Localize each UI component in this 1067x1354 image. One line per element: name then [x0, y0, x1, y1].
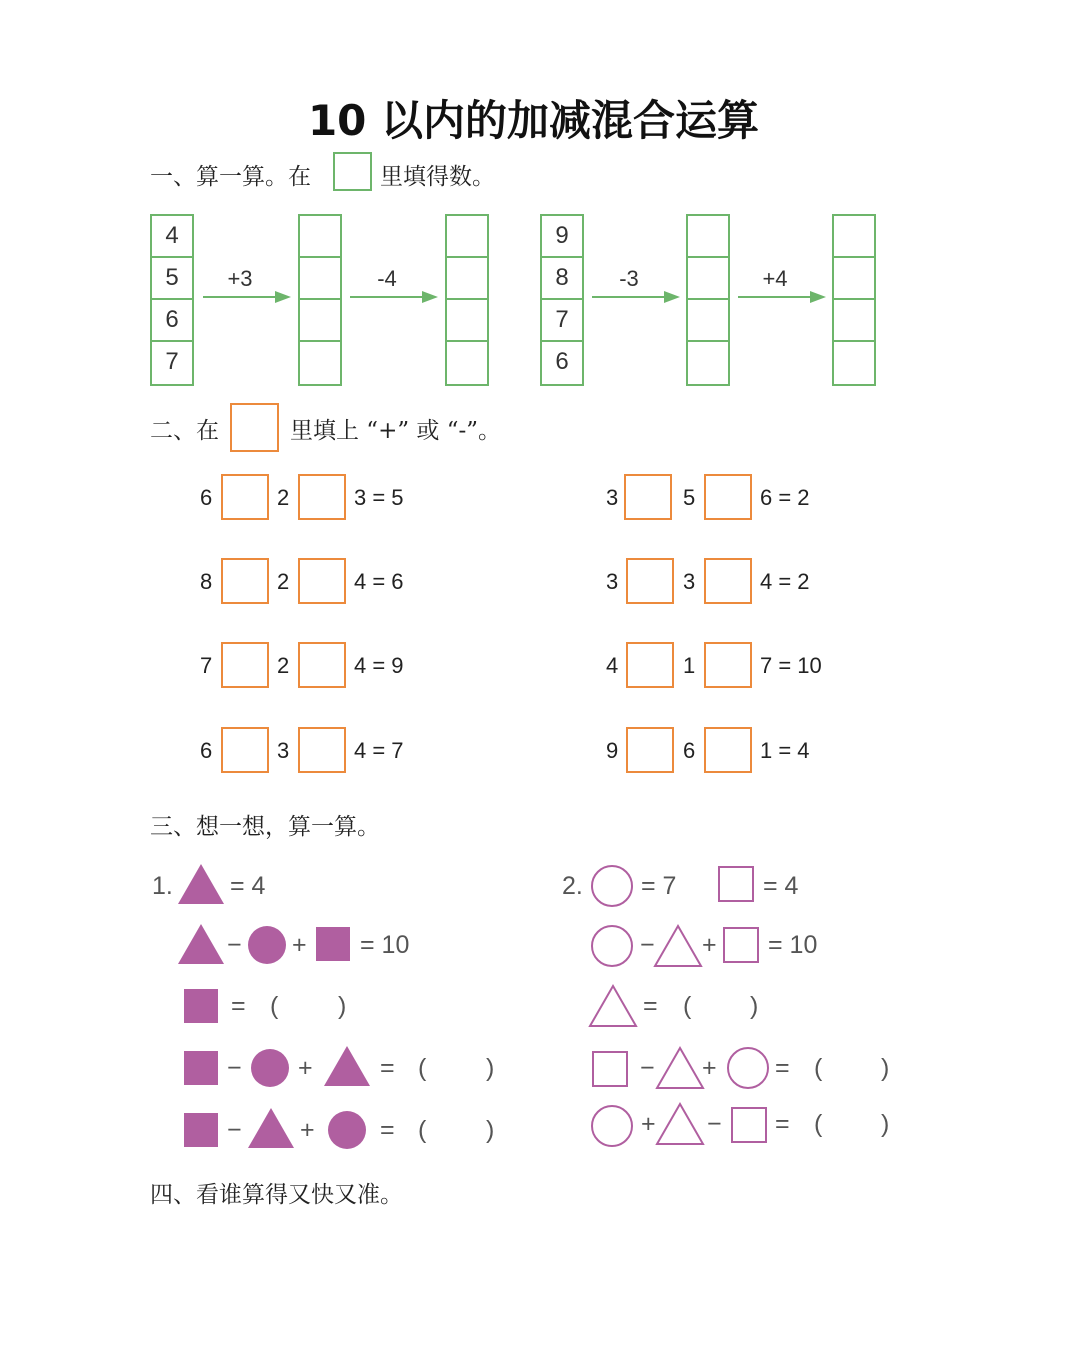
arrow-icon	[203, 289, 291, 305]
answer-cell[interactable]	[688, 300, 728, 342]
answer-blank[interactable]	[434, 1114, 484, 1148]
triangle-icon	[248, 1108, 294, 1148]
operation-label: -3	[619, 266, 639, 291]
answer-close-paren: )	[881, 1054, 890, 1082]
operand: 4	[606, 653, 619, 678]
plus-sign: +	[292, 931, 307, 959]
plus-sign: +	[300, 1116, 315, 1144]
answer-cell[interactable]	[300, 342, 340, 384]
operation-label: +4	[762, 266, 788, 291]
operand: 5	[683, 485, 696, 510]
equation-result: 3 = 5	[354, 485, 404, 510]
answer-cell[interactable]	[300, 300, 340, 342]
answer-open-paren: (	[418, 1054, 427, 1082]
operator-input-box[interactable]	[221, 727, 269, 773]
start-column-left	[150, 214, 194, 386]
answer-cell[interactable]	[300, 216, 340, 258]
answer-cell[interactable]	[447, 342, 487, 384]
answer-cell[interactable]	[834, 342, 874, 384]
equals-sign: =	[775, 1054, 790, 1082]
operator-input-box[interactable]	[626, 642, 674, 688]
given-value: = 7	[641, 872, 677, 900]
answer-cell[interactable]	[688, 216, 728, 258]
plus-sign: +	[702, 1054, 717, 1082]
section-3-heading: 三、想一想，算一算。	[150, 814, 380, 840]
operator-input-box[interactable]	[626, 727, 674, 773]
plus-sign: +	[298, 1054, 313, 1082]
operator-input-box[interactable]	[221, 558, 269, 604]
total-value: = 10	[768, 931, 818, 959]
given-value: = 4	[763, 872, 799, 900]
operator-input-box[interactable]	[221, 642, 269, 688]
square-icon	[184, 1113, 218, 1147]
answer-cell[interactable]	[447, 300, 487, 342]
result-column-4	[832, 214, 876, 386]
square-icon	[184, 1051, 218, 1085]
start-value: 7	[165, 348, 179, 375]
given-value: = 4	[230, 872, 266, 900]
triangle-icon	[178, 864, 224, 904]
section-4-heading: 四、看谁算得又快又准。	[150, 1182, 403, 1208]
operator-input-box[interactable]	[626, 558, 674, 604]
result-column-3	[686, 214, 730, 386]
start-column-right	[540, 214, 584, 386]
operator-input-box[interactable]	[298, 558, 346, 604]
answer-close-paren: )	[881, 1110, 890, 1138]
minus-sign: −	[640, 931, 655, 959]
answer-blank[interactable]	[698, 990, 748, 1024]
equals-sign: =	[380, 1116, 395, 1144]
section-2-suffix: 里填上 “+” 或 “-”。	[290, 418, 502, 444]
problem-number: 1.	[152, 872, 173, 900]
section-2-prefix: 二、在	[150, 418, 219, 444]
answer-blank[interactable]	[286, 990, 336, 1024]
triangle-outline-icon	[655, 1102, 705, 1146]
answer-cell[interactable]	[447, 216, 487, 258]
circle-outline-icon	[726, 1046, 770, 1090]
equation-result: 4 = 9	[354, 653, 404, 678]
arrow-icon	[592, 289, 680, 305]
answer-close-paren: )	[750, 992, 759, 1020]
minus-sign: −	[227, 931, 242, 959]
operator-input-box[interactable]	[704, 474, 752, 520]
start-value: 7	[542, 300, 582, 342]
operator-input-box[interactable]	[298, 642, 346, 688]
operand: 2	[277, 653, 290, 678]
answer-cell[interactable]	[688, 258, 728, 300]
circle-icon	[327, 1110, 367, 1150]
operand: 6	[200, 485, 213, 510]
section-1-suffix: 里填得数。	[380, 164, 495, 190]
answer-cell[interactable]	[300, 258, 340, 300]
equals-sign: =	[643, 992, 658, 1020]
answer-cell[interactable]	[447, 258, 487, 300]
operator-input-box[interactable]	[624, 474, 672, 520]
square-outline-icon	[592, 1051, 628, 1087]
answer-blank[interactable]	[830, 1052, 880, 1086]
triangle-outline-icon	[653, 924, 703, 968]
triangle-icon	[324, 1046, 370, 1086]
plus-sign: +	[702, 931, 717, 959]
equation-result: 4 = 2	[760, 569, 810, 594]
answer-box-legend	[333, 152, 372, 191]
result-column-1	[298, 214, 342, 386]
operation-label: -4	[377, 266, 397, 291]
operand: 3	[277, 738, 290, 763]
total-value: = 10	[360, 931, 410, 959]
arrow-icon	[350, 289, 438, 305]
triangle-icon	[178, 924, 224, 964]
operator-input-box[interactable]	[221, 474, 269, 520]
answer-cell[interactable]	[834, 258, 874, 300]
operand: 7	[200, 653, 213, 678]
arrow-icon	[738, 289, 826, 305]
square-outline-icon	[718, 866, 754, 902]
answer-open-paren: (	[418, 1116, 427, 1144]
answer-blank[interactable]	[830, 1108, 880, 1142]
answer-open-paren: (	[270, 992, 279, 1020]
answer-cell[interactable]	[834, 216, 874, 258]
start-value: 5	[152, 258, 192, 300]
equation-result: 1 = 4	[760, 738, 810, 763]
minus-sign: −	[227, 1116, 242, 1144]
answer-blank[interactable]	[434, 1052, 484, 1086]
answer-close-paren: )	[338, 992, 347, 1020]
circle-outline-icon	[590, 864, 634, 908]
start-value: 6	[555, 348, 569, 375]
operation-label: +3	[227, 266, 253, 291]
equation-result: 6 = 2	[760, 485, 810, 510]
minus-sign: −	[707, 1110, 722, 1138]
operand: 3	[606, 569, 619, 594]
operand: 2	[277, 485, 290, 510]
minus-sign: −	[227, 1054, 242, 1082]
section-1-prefix: 一、算一算。在	[150, 164, 311, 190]
operator-input-box[interactable]	[298, 727, 346, 773]
answer-cell[interactable]	[688, 342, 728, 384]
operand: 6	[200, 738, 213, 763]
answer-close-paren: )	[486, 1116, 495, 1144]
operator-input-box[interactable]	[704, 558, 752, 604]
operand: 3	[606, 485, 619, 510]
operator-box-legend	[230, 403, 279, 452]
operator-input-box[interactable]	[704, 642, 752, 688]
answer-open-paren: (	[814, 1054, 823, 1082]
problem-number: 2.	[562, 872, 583, 900]
minus-sign: −	[640, 1054, 655, 1082]
operand: 9	[606, 738, 619, 763]
operand: 6	[683, 738, 696, 763]
answer-cell[interactable]	[834, 300, 874, 342]
answer-open-paren: (	[683, 992, 692, 1020]
answer-open-paren: (	[814, 1110, 823, 1138]
circle-icon	[247, 925, 287, 965]
operand: 2	[277, 569, 290, 594]
plus-sign: +	[641, 1110, 656, 1138]
answer-close-paren: )	[486, 1054, 495, 1082]
start-value: 8	[542, 258, 582, 300]
result-column-2	[445, 214, 489, 386]
operand: 1	[683, 653, 696, 678]
equation-result: 4 = 6	[354, 569, 404, 594]
equation-result: 4 = 7	[354, 738, 404, 763]
square-icon	[184, 989, 218, 1023]
square-outline-icon	[731, 1107, 767, 1143]
square-outline-icon	[723, 927, 759, 963]
start-value: 9	[542, 216, 582, 258]
equation-result: 7 = 10	[760, 653, 822, 678]
page-title: 10 以内的加减混合运算	[307, 96, 760, 145]
start-value: 4	[152, 216, 192, 258]
operator-input-box[interactable]	[298, 474, 346, 520]
circle-outline-icon	[590, 1104, 634, 1148]
operand: 3	[683, 569, 696, 594]
equals-sign: =	[380, 1054, 395, 1082]
circle-icon	[250, 1048, 290, 1088]
equals-sign: =	[231, 992, 246, 1020]
triangle-outline-icon	[655, 1046, 705, 1090]
operand: 8	[200, 569, 213, 594]
square-icon	[316, 927, 350, 961]
start-value: 6	[152, 300, 192, 342]
triangle-outline-icon	[588, 984, 638, 1028]
circle-outline-icon	[590, 924, 634, 968]
equals-sign: =	[775, 1110, 790, 1138]
operator-input-box[interactable]	[704, 727, 752, 773]
